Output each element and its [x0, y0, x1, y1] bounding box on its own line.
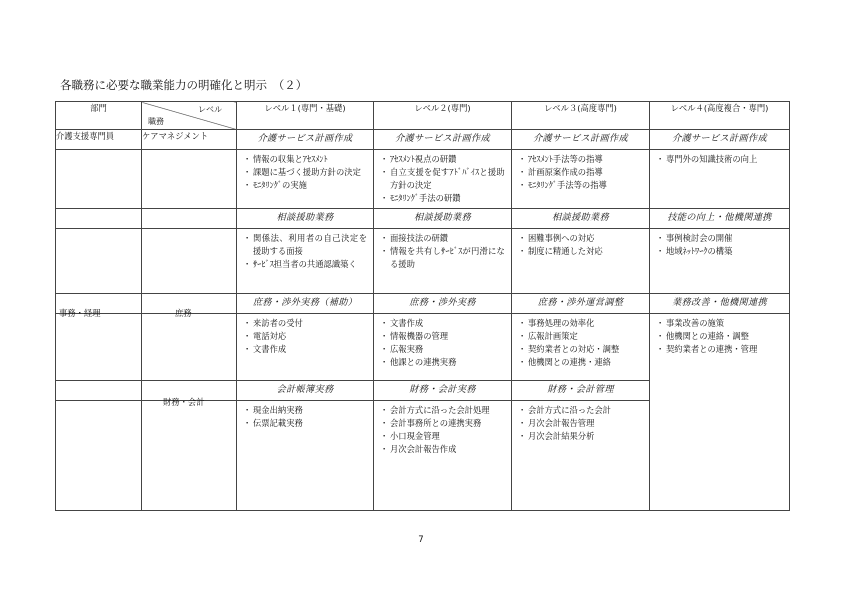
list-item: ・ 面接技法の研鑽	[380, 232, 505, 245]
row3-heading	[56, 294, 790, 314]
row1-cell-l4	[650, 150, 790, 209]
list-item: ・ 事業改善の施策	[656, 317, 783, 330]
row3-cell-l2	[374, 314, 512, 381]
row3-heading-l2: 庶務・渉外実務	[374, 294, 512, 314]
list-item: ・ ｱｾｽﾒﾝﾄ手法等の指導	[518, 153, 643, 166]
row2-heading-l4: 技能の向上・他機関連携	[650, 209, 790, 229]
list-item: ・ ｻｰﾋﾞｽ担当者の共通認識築く	[243, 258, 367, 271]
list-item: ・ 会計方式に沿った会計処理	[380, 404, 505, 417]
level-3-header: レベル３(高度専門)	[512, 102, 650, 130]
list-item: ・ 情報の収集とｱｾｽﾒﾝﾄ	[243, 153, 367, 166]
row1-heading	[56, 130, 790, 150]
list-item: ・ 会計事務所との連携実務	[380, 417, 505, 430]
list-item: ・ 契約業者との対応・調整	[518, 343, 643, 356]
list-item: ・ 地域ﾈｯﾄﾜｰｸの構築	[656, 245, 783, 258]
list-item: ・ 事務処理の効率化	[518, 317, 643, 330]
list-item: ・ 情報を共有しｻｰﾋﾞｽが円滑になる援助	[380, 245, 505, 271]
competency-table	[55, 101, 790, 511]
list-item: ・ 月次会計報告作成	[380, 443, 505, 456]
list-item: ・ 困難事例への対応	[518, 232, 643, 245]
job-care: ケアマネジメント	[142, 130, 237, 150]
row2-heading	[56, 209, 790, 229]
list-item: ・ 来訪者の受付	[243, 317, 367, 330]
row1-cell-l1	[237, 150, 374, 209]
list-item: ・ 自立支援を促すｱﾄﾞﾊﾞｲｽと援助方針の決定	[380, 166, 505, 192]
list-item: ・ 計画原案作成の指導	[518, 166, 643, 179]
row2-heading-l3: 相談援助業務	[512, 209, 650, 229]
row4-heading-l3: 財務・会計管理	[512, 381, 650, 401]
list-item: ・ 広報計画策定	[518, 330, 643, 343]
list-item: ・ 他機関との連絡・調整	[656, 330, 783, 343]
row3-cell-l3	[512, 314, 650, 381]
dept-jimu: 事務・経理	[59, 308, 101, 318]
row3-heading-l3: 庶務・渉外運営調整	[512, 294, 650, 314]
page-number: 7	[418, 535, 424, 545]
list-item: ・ 関係法、利用者の自己決定を援助する面接	[243, 232, 367, 258]
row2-cell-l4	[650, 229, 790, 294]
list-item: ・ 月次会計報告管理	[518, 417, 643, 430]
level-4-header: レベル４(高度複合・専門)	[650, 102, 790, 130]
row3-items	[56, 314, 790, 381]
row1-heading-l4: 介護サービス計画作成	[650, 130, 790, 150]
row2-heading-l2: 相談援助業務	[374, 209, 512, 229]
row1-cell-l3	[512, 150, 650, 209]
row2-cell-l1	[237, 229, 374, 294]
row4-cell-l1	[237, 401, 374, 511]
row1-cell-l2	[374, 150, 512, 209]
dept-header: 部門	[56, 102, 142, 130]
row3-cell-l1	[237, 314, 374, 381]
list-item: ・ 月次会計結果分析	[518, 430, 643, 443]
page-title: 各職務に必要な職業能力の明確化と明示 （２）	[60, 78, 308, 92]
list-item: ・ 文書作成	[243, 343, 367, 356]
list-item: ・ 課題に基づく援助方針の決定	[243, 166, 367, 179]
row2-cell-l2	[374, 229, 512, 294]
row1-items	[56, 150, 790, 209]
list-item: ・ 専門外の知識技術の向上	[656, 153, 783, 166]
job-label: 職務	[148, 117, 164, 126]
list-item: ・ 電話対応	[243, 330, 367, 343]
list-item: ・ ﾓﾆﾀﾘﾝｸﾞ手法等の指導	[518, 179, 643, 192]
list-item: ・ 広報実務	[380, 343, 505, 356]
row4-cell-l2	[374, 401, 512, 511]
row4-cell-l3	[512, 401, 650, 511]
list-item: ・ 現金出納実務	[243, 404, 367, 417]
row1-heading-l3: 介護サービス計画作成	[512, 130, 650, 150]
list-item: ・ 情報機器の管理	[380, 330, 505, 343]
list-item: ・ 伝票記載実務	[243, 417, 367, 430]
row2-heading-l1: 相談援助業務	[237, 209, 374, 229]
row3-cell-l4	[650, 314, 790, 511]
row2-cell-l3	[512, 229, 650, 294]
dept-kaigo: 介護支援専門員	[56, 130, 142, 150]
row1-heading-l2: 介護サービス計画作成	[374, 130, 512, 150]
list-item: ・ 契約業者との連携・管理	[656, 343, 783, 356]
level-1-header: レベル１(専門・基礎)	[237, 102, 374, 130]
row4-heading-l2: 財務・会計実務	[374, 381, 512, 401]
list-item: ・ ﾓﾆﾀﾘﾝｸﾞの実施	[243, 179, 367, 192]
list-item: ・ 文書作成	[380, 317, 505, 330]
list-item: ・ 制度に精通した対応	[518, 245, 643, 258]
job-zaimu: 財務・会計	[163, 397, 205, 407]
list-item: ・ 他機関との連携・連絡	[518, 356, 643, 369]
list-item: ・ 事例検討会の開催	[656, 232, 783, 245]
list-item: ・ 会計方式に沿った会計	[518, 404, 643, 417]
list-item: ・ ｱｾｽﾒﾝﾄ視点の研鑽	[380, 153, 505, 166]
header-row	[56, 102, 790, 130]
row4-heading-l1: 会計帳簿実務	[237, 381, 374, 401]
job-shomu: 庶務	[175, 308, 192, 318]
row1-heading-l1: 介護サービス計画作成	[237, 130, 374, 150]
list-item: ・ ﾓﾆﾀﾘﾝｸﾞ手法の研鑽	[380, 192, 505, 205]
row2-items	[56, 229, 790, 294]
list-item: ・ 他課との連携実務	[380, 356, 505, 369]
level-label: レベル	[198, 105, 222, 114]
row3-heading-l4: 業務改善・他機関連携	[650, 294, 790, 314]
level-job-header	[142, 102, 237, 130]
list-item: ・ 小口現金管理	[380, 430, 505, 443]
row3-heading-l1: 庶務・渉外実務（補助）	[237, 294, 374, 314]
level-2-header: レベル２(専門)	[374, 102, 512, 130]
